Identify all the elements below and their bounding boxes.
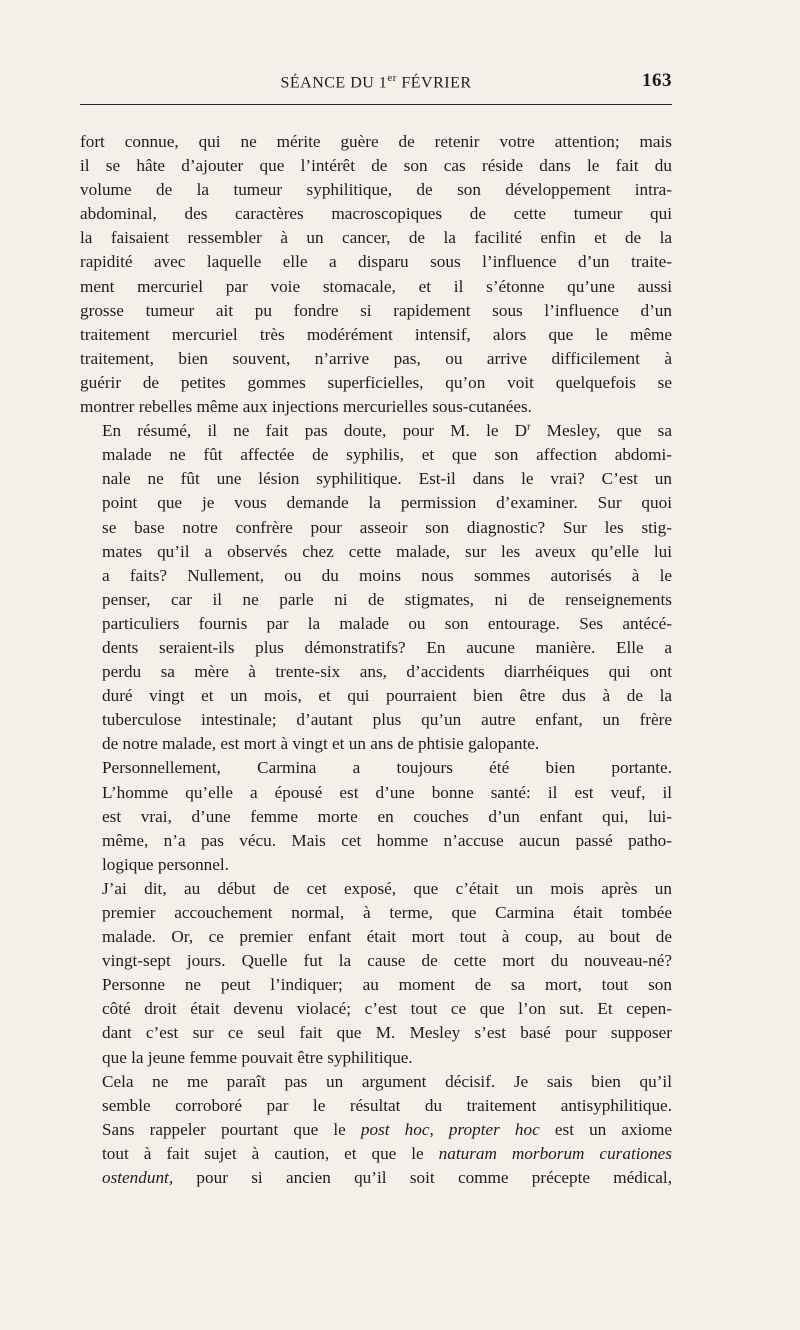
text-line: abdominal, des caractères macroscopiques de cette tumeur qui [80, 204, 672, 224]
paragraph-3 [80, 756, 672, 876]
text-line: malade ne fût affectée de syphilis, et que son affection abdomi- [102, 445, 672, 465]
text-line: semble corroboré par le résultat du traitement antisyphilitique. [102, 1095, 672, 1115]
running-title: SÉANCE DU 1er FÉVRIER [280, 72, 472, 92]
text-line: de notre malade, est mort à vingt et un ans de phtisie galopante. [102, 734, 540, 754]
text-line: Personne ne peut l’indiquer; au moment de sa mort, tout son [102, 975, 672, 995]
text-line: montrer rebelles même aux injections mercurielles sous-cutanées. [80, 397, 532, 417]
text-line: fort connue, qui ne mérite guère de retenir votre attention; mais [80, 132, 672, 151]
text-line: la faisaient ressembler à un cancer, de la facilité enfin et de la [80, 228, 672, 248]
body-text [80, 130, 672, 1190]
text-line: dents seraient-ils plus démonstratifs? En aucune manière. Elle a [102, 637, 672, 657]
text-line: premier accouchement normal, à terme, que Carmina était tombée [102, 903, 672, 922]
text-line: Sans rappeler pourtant que le post hoc, propter hoc est un axiome [102, 1119, 672, 1139]
text-line: vingt-sept jours. Quelle fut la cause de cette mort du nouveau-né? [102, 951, 672, 971]
text-line: Personnellement, Carmina a toujours été bien portante. [102, 758, 672, 778]
text-line: ostendunt, pour si ancien qu’il soit comme précepte médical, [102, 1168, 672, 1188]
paragraph-4 [80, 877, 672, 1070]
text-line: est vrai, d’une femme morte en couches d’un enfant qui, lui- [102, 806, 672, 826]
page-header [80, 70, 672, 94]
text-line: perdu sa mère à trente-six ans, d’accidents diarrhéiques qui ont [102, 662, 672, 682]
text-line: rapidité avec laquelle elle a disparu sous l’influence d’un traite- [80, 252, 672, 272]
text-line: tout à fait sujet à caution, et que le naturam morborum curationes [102, 1143, 672, 1163]
text-line: côté droit était devenu violacé; c’est tout ce que l’on sut. Et cepen- [102, 999, 672, 1019]
text-line: malade. Or, ce premier enfant était mort tout à coup, au bout de [102, 927, 672, 947]
text-line: logique personnel. [102, 854, 229, 874]
text-line: guérir de petites gommes superficielles, qu’on voit quelquefois se [80, 372, 672, 392]
page-number: 163 [642, 70, 672, 91]
text-line: volume de la tumeur syphilitique, de son développement intra- [80, 180, 672, 200]
text-line: même, n’a pas vécu. Mais cet homme n’accuse aucun passé patho- [102, 830, 672, 850]
text-line: que la jeune femme pouvait être syphilitique. [102, 1047, 413, 1067]
text-line: point que je vous demande la permission d’examiner. Sur quoi [102, 493, 672, 513]
text-line: Cela ne me paraît pas un argument décisif. Je sais bien qu’il [102, 1071, 672, 1091]
paragraph-5 [80, 1070, 672, 1190]
text-line: a faits? Nullement, ou du moins nous sommes autorisés à le [102, 565, 672, 585]
text-line: duré vingt et un mois, et qui pourraient bien être dus à de la [102, 686, 672, 706]
text-line: traitement, bien souvent, n’arrive pas, ou arrive difficilement à [80, 348, 672, 368]
text-line: particuliers fournis par la malade ou son entourage. Ses antécé- [102, 613, 672, 633]
text-line: mates qu’il a observés chez cette malade, sur les aveux qu’elle lui [102, 541, 672, 561]
header-rule [80, 104, 672, 105]
text-line: penser, car il ne parle ni de stigmates, ni de renseignements [102, 589, 672, 609]
paragraph-2 [80, 419, 672, 756]
text-line: dant c’est sur ce seul fait que M. Mesley s’est basé pour supposer [102, 1023, 672, 1043]
text-line: L’homme qu’elle a épousé est d’une bonne santé: il est veuf, il [102, 782, 672, 802]
text-line: nale ne fût une lésion syphilitique. Est-il dans le vrai? C’est un [102, 469, 672, 489]
text-line: En résumé, il ne fait pas doute, pour M. le $D^r$ Mesley, que sa [102, 421, 672, 441]
text-line: traitement mercuriel très modérément intensif, alors que le même [80, 324, 672, 344]
text-line: J’ai dit, au début de cet exposé, que c’était un mois après un [102, 878, 672, 898]
text-line: ment mercuriel par voie stomacale, et il s’étonne qu’une aussi [80, 276, 672, 296]
text-line: il se hâte d’ajouter que l’intérêt de son cas réside dans le fait du [80, 156, 672, 176]
text-line: grosse tumeur ait pu fondre si rapidement sous l’influence d’un [80, 300, 672, 320]
paragraph-1 [80, 130, 672, 419]
text-line: se base notre confrère pour asseoir son diagnostic? Sur les stig- [102, 517, 672, 537]
text-line: tuberculose intestinale; d’autant plus qu’un autre enfant, un frère [102, 710, 672, 730]
